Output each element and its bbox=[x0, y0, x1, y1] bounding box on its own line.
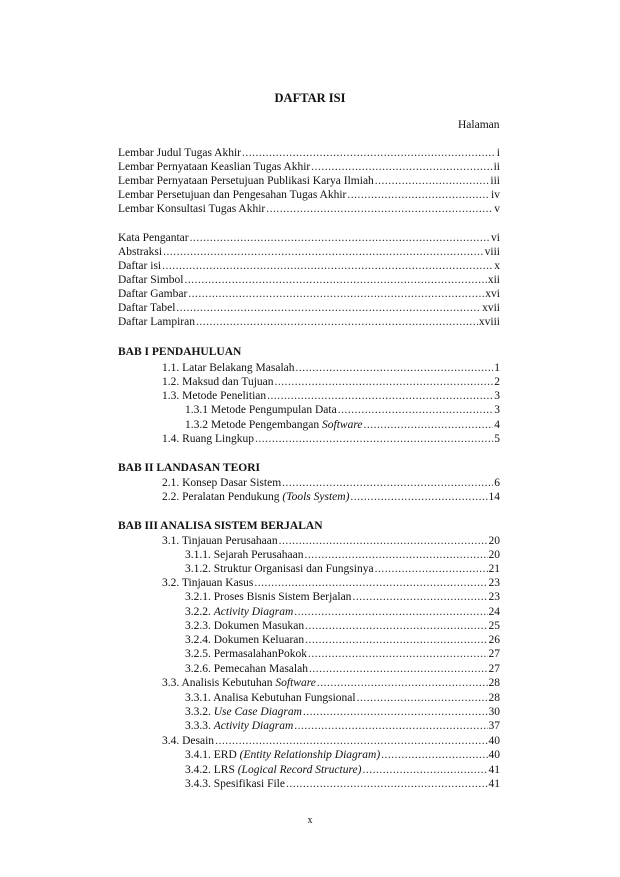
toc-entry-page: xvi bbox=[485, 288, 500, 300]
toc-entry bbox=[162, 375, 500, 389]
dot-leader bbox=[254, 576, 487, 590]
toc-entry-label: 3.2.2. Activity Diagram bbox=[185, 606, 294, 618]
toc-entry-label-italic: Use Case Diagram bbox=[213, 706, 302, 718]
toc-entry-label: 2.2. Peralatan Pendukung (Tools System) bbox=[162, 491, 350, 503]
toc-entry bbox=[162, 490, 500, 504]
toc-entry-label: 3.2. Tinjauan Kasus bbox=[162, 577, 254, 589]
toc-entry bbox=[185, 633, 500, 647]
toc-entry-label: Abstraksi bbox=[118, 246, 163, 258]
toc-entry-label: 3.3.2. Use Case Diagram bbox=[185, 706, 302, 718]
toc-entry-page: xvii bbox=[482, 302, 500, 314]
toc-entry bbox=[118, 245, 500, 259]
toc-entry bbox=[118, 174, 500, 188]
toc-entry-label: Daftar Lampiran bbox=[118, 316, 195, 328]
dot-leader bbox=[275, 375, 494, 389]
toc-entry-page: 3 bbox=[494, 404, 500, 416]
toc-entry-label: 2.1. Konsep Dasar Sistem bbox=[162, 477, 282, 489]
dot-leader bbox=[303, 705, 488, 719]
dot-leader bbox=[282, 476, 493, 490]
dot-leader bbox=[317, 676, 488, 690]
dot-leader bbox=[294, 719, 487, 733]
toc-entry bbox=[162, 576, 500, 590]
toc-entry-page: 41 bbox=[488, 764, 500, 776]
toc-entry-page: iv bbox=[491, 189, 500, 201]
dot-leader bbox=[350, 490, 487, 504]
dot-leader bbox=[184, 273, 486, 287]
toc-entry-page: 27 bbox=[488, 648, 500, 660]
toc-entry bbox=[185, 619, 500, 633]
toc-entry-page: 4 bbox=[494, 419, 500, 431]
toc-entry-page: 40 bbox=[488, 735, 500, 747]
toc-entry-page: 23 bbox=[488, 577, 500, 589]
dot-leader bbox=[188, 287, 484, 301]
toc-entry bbox=[118, 259, 500, 273]
toc-entry-label: BAB I PENDAHULUAN bbox=[118, 346, 242, 358]
toc-entry-label: 1.4. Ruang Lingkup bbox=[162, 433, 254, 445]
toc-entry bbox=[118, 231, 500, 245]
toc-entry bbox=[185, 705, 500, 719]
dot-leader bbox=[375, 174, 490, 188]
toc-entry bbox=[185, 777, 500, 791]
toc-entry-page: 21 bbox=[488, 563, 500, 575]
toc-entry-page: 40 bbox=[488, 749, 500, 761]
toc-entry-page: x bbox=[494, 260, 500, 272]
dot-leader bbox=[215, 734, 487, 748]
dot-leader bbox=[255, 432, 493, 446]
toc-entry-page: vi bbox=[491, 232, 500, 244]
toc-entry-label: 3.2.1. Proses Bisnis Sistem Berjalan bbox=[185, 591, 352, 603]
toc-entry bbox=[118, 301, 500, 315]
toc-entry bbox=[118, 160, 500, 174]
chapter-heading bbox=[118, 519, 518, 533]
toc-entry-page: 2 bbox=[494, 376, 500, 388]
toc-entry-label: Daftar Tabel bbox=[118, 302, 176, 314]
toc-entry-page: 3 bbox=[494, 390, 500, 402]
toc-entry-label: 1.2. Maksud dan Tujuan bbox=[162, 376, 274, 388]
toc-entry-page: viii bbox=[484, 246, 500, 258]
dot-leader bbox=[296, 361, 494, 375]
toc-entry-label-italic: Activity Diagram bbox=[213, 606, 294, 618]
toc-entry-label: 3.1.2. Struktur Organisasi dan Fungsinya bbox=[185, 563, 374, 575]
toc-entry-label: Daftar Gambar bbox=[118, 288, 188, 300]
toc-entry-label: 3.4.3. Spesifikasi File bbox=[185, 778, 285, 790]
dot-leader bbox=[286, 777, 488, 791]
toc-entry-page: 14 bbox=[488, 491, 500, 503]
toc-entry bbox=[185, 748, 500, 762]
toc-entry-label: 3.2.4. Dokumen Keluaran bbox=[185, 634, 305, 646]
toc-entry-page: 28 bbox=[488, 677, 500, 689]
toc-entry-label: BAB III ANALISA SISTEM BERJALAN bbox=[118, 520, 323, 532]
dot-leader bbox=[347, 188, 490, 202]
toc-entry-page: 25 bbox=[488, 620, 500, 632]
toc-entry-page: 37 bbox=[488, 720, 500, 732]
dot-leader bbox=[279, 534, 488, 548]
chapter-heading bbox=[118, 345, 518, 359]
dot-leader bbox=[266, 202, 493, 216]
toc-entry bbox=[118, 315, 500, 329]
toc-entry-label: Kata Pengantar bbox=[118, 232, 189, 244]
toc-entry-page: iii bbox=[490, 175, 500, 187]
toc-entry bbox=[185, 403, 500, 417]
toc-entry-label-italic: (Entity Relationship Diagram) bbox=[239, 749, 381, 761]
dot-leader bbox=[196, 315, 478, 329]
dot-leader bbox=[381, 748, 487, 762]
toc-entry-page: 23 bbox=[488, 591, 500, 603]
toc-entry-label-italic: Activity Diagram bbox=[213, 720, 294, 732]
toc-entry-label-italic: Software bbox=[322, 419, 363, 431]
toc-entry bbox=[185, 562, 500, 576]
toc-entry-page: 20 bbox=[488, 549, 500, 561]
dot-leader bbox=[305, 619, 487, 633]
toc-entry-label: Lembar Pernyataan Persetujuan Publikasi Karya Ilmiah bbox=[118, 175, 374, 187]
toc-entry bbox=[118, 273, 500, 287]
dot-leader bbox=[267, 389, 493, 403]
toc-entry-label: Lembar Pernyataan Keaslian Tugas Akhir bbox=[118, 161, 311, 173]
dot-leader bbox=[308, 647, 487, 661]
toc-entry bbox=[185, 719, 500, 733]
toc-entry bbox=[162, 389, 500, 403]
toc-entry-page: 28 bbox=[488, 692, 500, 704]
toc-entry-page: i bbox=[496, 147, 500, 159]
toc-entry-page: 5 bbox=[494, 433, 500, 445]
page-title: DAFTAR ISI bbox=[274, 91, 346, 105]
toc-entry-page: 20 bbox=[488, 535, 500, 547]
dot-leader bbox=[352, 590, 487, 604]
toc-entry-label: 3.2.5. PermasalahanPokok bbox=[185, 648, 308, 660]
toc-entry bbox=[185, 605, 500, 619]
toc-entry-label: 3.1. Tinjauan Perusahaan bbox=[162, 535, 278, 547]
chapter-heading bbox=[118, 461, 518, 475]
halaman-label: Halaman bbox=[458, 119, 500, 131]
toc-entry bbox=[118, 146, 500, 160]
toc-entry-page: 30 bbox=[488, 706, 500, 718]
toc-entry bbox=[162, 476, 500, 490]
toc-entry-label: 3.3. Analisis Kebutuhan Software bbox=[162, 677, 316, 689]
toc-entry-label: 3.4. Desain bbox=[162, 735, 215, 747]
toc-entry-page: 6 bbox=[494, 477, 500, 489]
toc-entry bbox=[118, 188, 500, 202]
toc-entry-label: 3.1.1. Sejarah Perusahaan bbox=[185, 549, 304, 561]
toc-entry bbox=[162, 676, 500, 690]
dot-leader bbox=[304, 548, 487, 562]
dot-leader bbox=[242, 146, 496, 160]
toc-entry-label-italic: (Tools System) bbox=[282, 491, 350, 503]
toc-entry bbox=[162, 534, 500, 548]
toc-entry bbox=[185, 763, 500, 777]
toc-entry-label: BAB II LANDASAN TEORI bbox=[118, 462, 260, 474]
toc-entry bbox=[185, 691, 500, 705]
toc-entry bbox=[185, 590, 500, 604]
toc-entry-page: 27 bbox=[488, 663, 500, 675]
toc-entry-label-italic: (Logical Record Structure) bbox=[237, 764, 362, 776]
toc-entry-label: Daftar isi bbox=[118, 260, 162, 272]
dot-leader bbox=[375, 562, 488, 576]
dot-leader bbox=[338, 403, 494, 417]
dot-leader bbox=[309, 662, 488, 676]
toc-entry-label: Lembar Konsultasi Tugas Akhir bbox=[118, 203, 266, 215]
toc-entry-label: Lembar Judul Tugas Akhir bbox=[118, 147, 241, 159]
toc-entry-label: 1.3.2 Metode Pengembangan Software bbox=[185, 419, 363, 431]
toc-entry-page: 24 bbox=[488, 606, 500, 618]
toc-entry-label: 3.2.6. Pemecahan Masalah bbox=[185, 663, 308, 675]
toc-entry-page: ii bbox=[493, 161, 500, 173]
toc-entry bbox=[118, 202, 500, 216]
toc-entry bbox=[185, 418, 500, 432]
toc-entry-label-italic: Software bbox=[275, 677, 316, 689]
toc-entry-page: v bbox=[494, 203, 500, 215]
toc-entry bbox=[185, 662, 500, 676]
dot-leader bbox=[357, 691, 488, 705]
toc-entry-label: Lembar Persetujuan dan Pengesahan Tugas Akhir bbox=[118, 189, 347, 201]
dot-leader bbox=[176, 301, 481, 315]
toc-entry bbox=[162, 361, 500, 375]
toc-entry-label: 1.3.1 Metode Pengumpulan Data bbox=[185, 404, 337, 416]
dot-leader bbox=[190, 231, 490, 245]
dot-leader bbox=[311, 160, 492, 174]
dot-leader bbox=[294, 605, 487, 619]
dot-leader bbox=[363, 418, 493, 432]
dot-leader bbox=[163, 245, 484, 259]
toc-entry-page: 26 bbox=[488, 634, 500, 646]
toc-entry-label: 3.2.3. Dokumen Masukan bbox=[185, 620, 305, 632]
toc-entry-label: 3.3.3. Activity Diagram bbox=[185, 720, 294, 732]
toc-entry-page: 41 bbox=[488, 778, 500, 790]
toc-entry-label: 3.4.1. ERD (Entity Relationship Diagram) bbox=[185, 749, 381, 761]
toc-entry-page: 1 bbox=[494, 362, 500, 374]
toc-entry bbox=[185, 647, 500, 661]
toc-entry-page: xii bbox=[487, 274, 500, 286]
toc-entry bbox=[162, 734, 500, 748]
toc-entry-label: 1.3. Metode Penelitian bbox=[162, 390, 267, 402]
page-number: x bbox=[307, 815, 313, 826]
toc-entry bbox=[118, 287, 500, 301]
toc-entry-label: 1.1. Latar Belakang Masalah bbox=[162, 362, 295, 374]
dot-leader bbox=[162, 259, 493, 273]
dot-leader bbox=[362, 763, 487, 777]
toc-entry bbox=[185, 548, 500, 562]
toc-entry-label: 3.3.1. Analisa Kebutuhan Fungsional bbox=[185, 692, 356, 704]
toc-entry-label: 3.4.2. LRS (Logical Record Structure) bbox=[185, 764, 362, 776]
dot-leader bbox=[305, 633, 487, 647]
toc-entry bbox=[162, 432, 500, 446]
toc-entry-page: xviii bbox=[478, 316, 500, 328]
toc-entry-label: Daftar Simbol bbox=[118, 274, 184, 286]
